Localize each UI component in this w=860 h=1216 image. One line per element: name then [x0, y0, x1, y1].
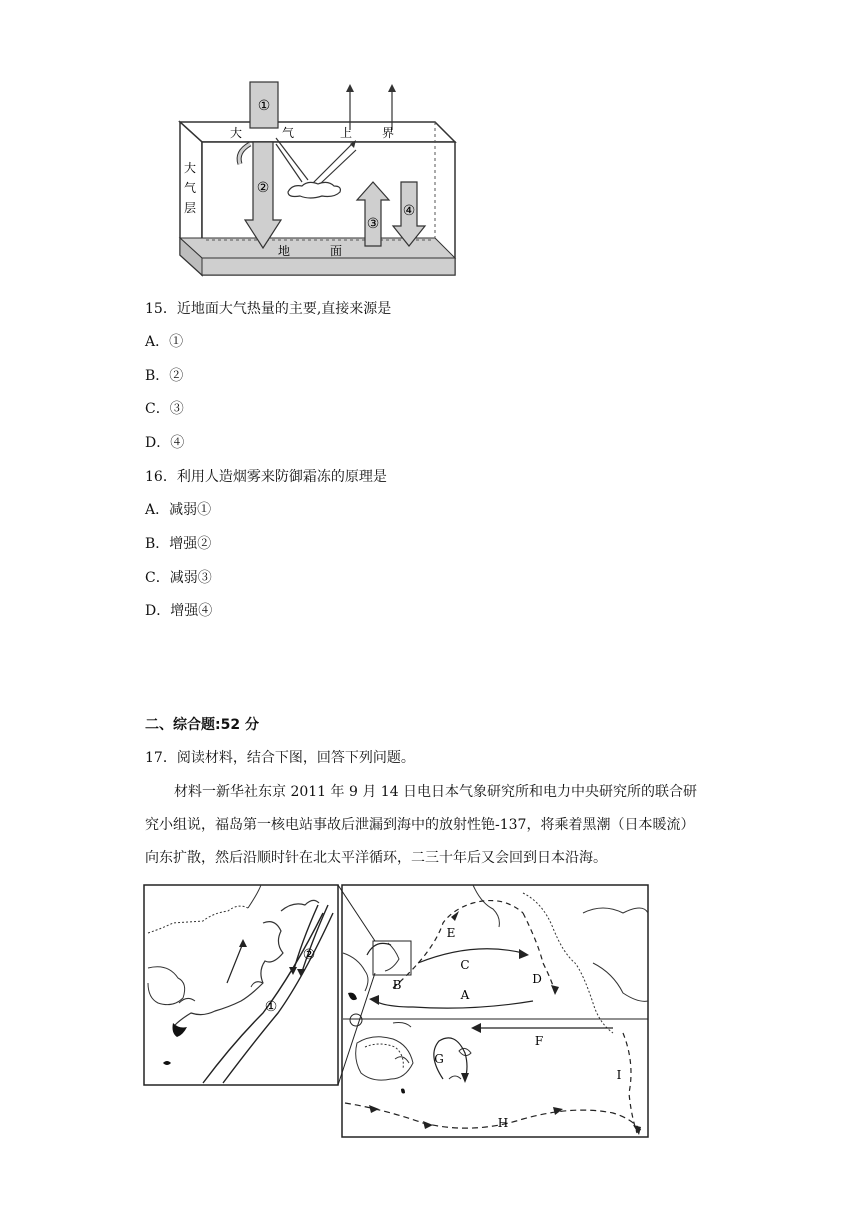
section-title: 二、综合题:52 分 [145, 717, 259, 733]
q16-stem: 16．利用人造烟雾来防御霜冻的原理是 [145, 469, 387, 485]
current-label-a: A [460, 988, 470, 1002]
q15-option-b[interactable]: B．② [145, 368, 184, 384]
q16-option-a[interactable]: A．减弱① [145, 502, 212, 518]
ocean-current-map [143, 883, 651, 1139]
material-line: 究小组说，福岛第一核电站事故后泄漏到海中的放射性铯-137，将乘着黑潮（日本暖流） [145, 817, 695, 833]
atmosphere-heat-diagram [170, 80, 470, 280]
q15-option-c[interactable]: C．③ [145, 401, 184, 417]
q15-option-d[interactable]: D．④ [145, 435, 185, 451]
current-label-i: I [616, 1068, 622, 1082]
current-label-h: H [497, 1116, 509, 1130]
current-label-c: C [460, 958, 470, 972]
top-label-char: 界 [381, 126, 395, 140]
box-1-label: ① [257, 98, 271, 114]
arrow-4-label: ④ [402, 203, 416, 219]
current-label-e: E [446, 926, 456, 940]
side-label-char: 大 [183, 161, 197, 175]
current-label-g: G [434, 1052, 444, 1066]
left-label-1: ① [264, 999, 278, 1015]
q15-stem: 15．近地面大气热量的主要,直接来源是 [145, 301, 392, 317]
q15-option-a[interactable]: A．① [145, 334, 184, 350]
current-label-d: D [532, 972, 542, 986]
q16-option-c[interactable]: C．减弱③ [145, 570, 212, 586]
current-label-f: F [534, 1034, 544, 1048]
arrow-2-label: ② [256, 180, 270, 196]
side-label-char: 层 [183, 201, 197, 215]
ground-label-char: 地 [277, 244, 291, 258]
q17-stem: 17．阅读材料，结合下图，回答下列问题。 [145, 750, 415, 766]
side-label-char: 气 [183, 181, 197, 195]
top-label-char: 气 [281, 126, 295, 140]
top-label-char: 大 [229, 126, 243, 140]
q16-option-d[interactable]: D．增强④ [145, 603, 213, 619]
left-label-2: ② [302, 947, 316, 963]
arrow-3-label: ③ [366, 216, 380, 232]
q16-option-b[interactable]: B．增强② [145, 536, 212, 552]
top-label-char: 上 [339, 126, 353, 140]
material-line: 材料一新华社东京 2011 年 9 月 14 日电日本气象研究所和电力中央研究所的联合研 [174, 784, 698, 800]
material-line: 向东扩散，然后沿顺时针在北太平洋循环，二三十年后又会回到日本沿海。 [145, 850, 607, 866]
current-label-b: B [392, 978, 402, 992]
ground-label-char: 面 [329, 244, 343, 258]
